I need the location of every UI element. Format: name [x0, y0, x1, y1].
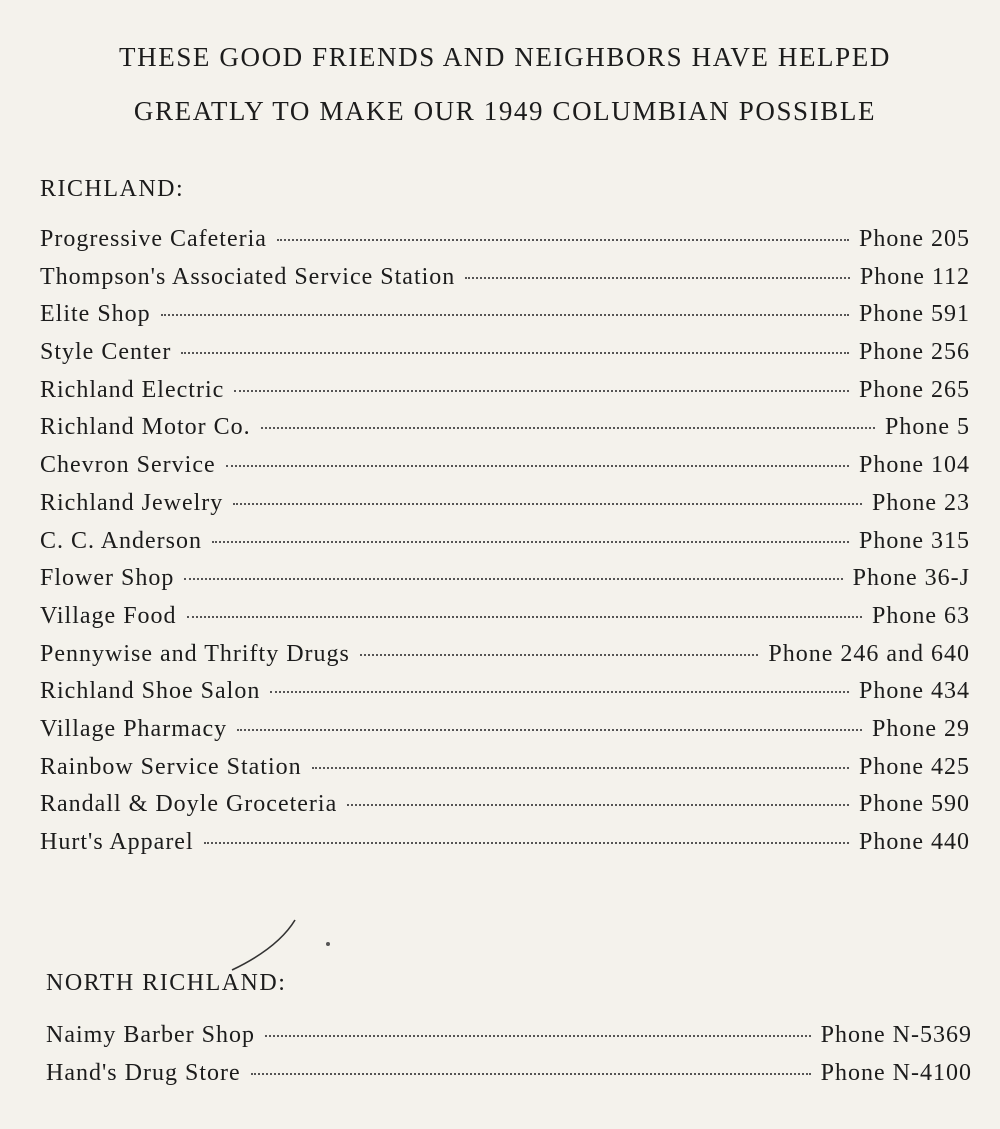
entry-phone: Phone 104	[859, 452, 970, 479]
dot-leader	[360, 654, 758, 656]
entry-phone: Phone 440	[859, 829, 970, 855]
dot-leader	[184, 578, 842, 580]
list-item	[40, 264, 970, 302]
list-item	[46, 1022, 972, 1060]
entry-name: Richland Jewelry	[40, 489, 224, 516]
richland-list	[40, 226, 970, 867]
entry-name: Progressive Cafeteria	[40, 226, 267, 252]
page-heading	[30, 30, 980, 138]
list-item	[40, 490, 970, 528]
entry-name: Thompson's Associated Service Station	[40, 263, 456, 290]
entry-phone: Phone 315	[859, 527, 970, 554]
dot-leader	[265, 1035, 811, 1037]
list-item	[40, 339, 970, 377]
list-item	[40, 377, 970, 415]
entry-phone: Phone 205	[859, 226, 970, 252]
dot-leader	[233, 503, 862, 505]
dot-leader	[181, 352, 849, 354]
list-item	[40, 301, 970, 339]
entry-name: Style Center	[40, 339, 172, 366]
heading-line-1: THESE GOOD FRIENDS AND NEIGHBORS HAVE HELPED	[119, 42, 891, 72]
entry-phone: Phone 29	[872, 715, 970, 742]
list-item	[40, 641, 970, 679]
entry-name: Village Pharmacy	[40, 715, 228, 742]
entry-name: Flower Shop	[40, 565, 175, 592]
dot-leader	[270, 691, 849, 693]
entry-phone: Phone 425	[859, 753, 970, 780]
list-item	[40, 452, 970, 490]
entry-phone: Phone N-5369	[820, 1022, 972, 1048]
entry-phone: Phone N-4100	[820, 1059, 972, 1086]
entry-phone: Phone 434	[859, 678, 970, 705]
entry-name: Naimy Barber Shop	[46, 1022, 255, 1048]
list-item	[40, 603, 970, 641]
list-item	[40, 791, 970, 829]
entry-phone: Phone 23	[872, 489, 970, 516]
entry-name: Chevron Service	[40, 452, 216, 479]
list-item	[40, 754, 970, 792]
entry-phone: Phone 63	[872, 602, 970, 629]
entry-name: Hand's Drug Store	[46, 1059, 241, 1086]
north-richland-list	[46, 1022, 972, 1097]
section-title-north-richland: NORTH RICHLAND:	[46, 970, 287, 996]
section-title-richland: RICHLAND:	[40, 176, 185, 202]
entry-name: Rainbow Service Station	[40, 753, 302, 780]
list-item	[40, 528, 970, 566]
dot-leader	[204, 842, 849, 844]
list-item	[40, 678, 970, 716]
entry-name: Hurt's Apparel	[40, 829, 194, 855]
list-item	[40, 716, 970, 754]
entry-phone: Phone 246 and 640	[768, 640, 970, 667]
list-item	[40, 565, 970, 603]
dot-leader	[237, 729, 862, 731]
entry-name: Pennywise and Thrifty Drugs	[40, 640, 350, 667]
dot-leader	[187, 616, 862, 618]
entry-name: Elite Shop	[40, 301, 151, 328]
entry-phone: Phone 265	[859, 376, 970, 403]
entry-name: C. C. Anderson	[40, 527, 203, 554]
dot-leader	[226, 465, 849, 467]
list-item	[46, 1060, 972, 1098]
dot-leader	[234, 390, 849, 392]
entry-name: Randall & Doyle Groceteria	[40, 791, 338, 818]
heading-line-2: GREATLY TO MAKE OUR 1949 COLUMBIAN POSSIBLE	[133, 96, 877, 126]
list-item	[40, 414, 970, 452]
dot-leader	[465, 277, 850, 279]
list-item	[40, 829, 970, 867]
list-item	[40, 226, 970, 264]
entry-name: Village Food	[40, 602, 177, 629]
entry-phone: Phone 590	[859, 791, 970, 818]
entry-name: Richland Shoe Salon	[40, 678, 261, 705]
entry-phone: Phone 36-J	[852, 565, 970, 592]
entry-phone: Phone 112	[859, 263, 970, 290]
entry-phone: Phone 591	[859, 301, 970, 328]
entry-phone: Phone 5	[885, 414, 970, 441]
entry-name: Richland Motor Co.	[40, 414, 251, 441]
entry-name: Richland Electric	[40, 376, 225, 403]
dot-leader	[251, 1073, 811, 1075]
dot-leader	[161, 314, 849, 316]
dot-leader	[312, 767, 849, 769]
dot-leader	[347, 804, 849, 806]
dot-leader	[212, 541, 849, 543]
pen-stroke-mark	[220, 918, 340, 978]
entry-phone: Phone 256	[859, 339, 970, 366]
dot-leader	[277, 239, 849, 241]
dot-leader	[261, 427, 875, 429]
